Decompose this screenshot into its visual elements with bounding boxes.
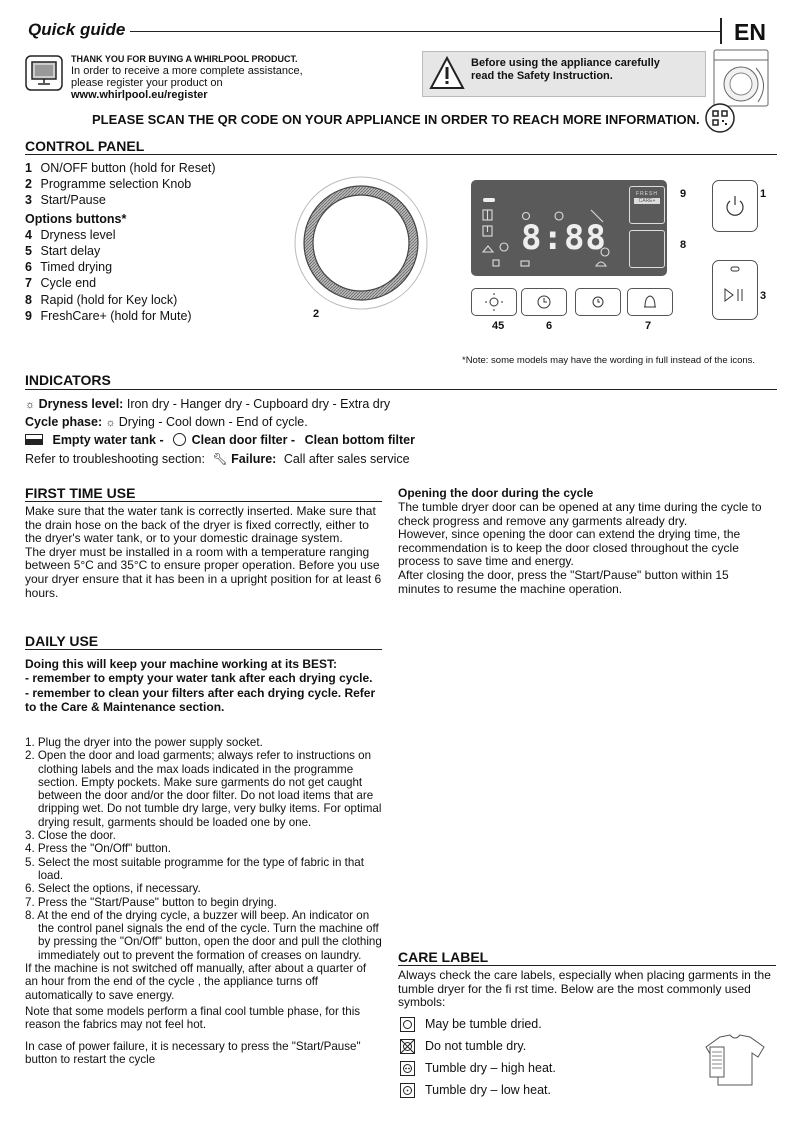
dryness-level-button[interactable] [471,288,517,316]
list-item: 1. Plug the dryer into the power supply socket. [25,736,263,749]
tumble-dry-icon [400,1017,415,1032]
warning-line1: Before using the appliance carefully [471,57,660,69]
list-item: Tumble dry – low heat. [400,1079,556,1101]
icons-note: *Note: some models may have the wording in full instead of the icons. [462,355,756,366]
dryness-label: Dryness level: [38,397,124,411]
callout-7: 7 [645,320,652,332]
list-item: 1 ON/OFF button (hold for Reset) [25,161,216,175]
daily-bold2: - remember to empty your water tank after each drying cycle. [25,671,373,686]
list-item: 5 Start delay [25,244,101,259]
tank-row [25,433,415,447]
list-item: 3. Close the door. [25,829,116,843]
warning-line2: read the Safety Instruction. [471,70,613,82]
care-label-rule [398,965,776,966]
refer-text: Refer to troubleshooting section: [25,452,205,466]
first-time-body [25,505,383,600]
programme-knob[interactable] [285,175,437,315]
dryness-sun-icon: ☼ [25,399,36,411]
daily-bold1: Doing this will keep your machine working at its BEST: [25,657,338,671]
list-item: 2 Programme selection Knob [25,177,192,192]
daily-use-rule [25,649,382,650]
thanks-heading: THANK YOU FOR BUYING A WHIRLPOOL PRODUCT. [71,54,298,64]
daily-after3: In case of power failure, it is necessary to press the "Start/Pause" button to restart the cycle [25,1039,361,1066]
cycle-sun-icon: ☼ [105,417,119,429]
options-title: Options buttons* [25,211,127,226]
daily-steps [25,736,382,1066]
failure-label: Failure: [231,452,277,466]
tshirt-label-illustration [702,1033,768,1092]
list-item: 4. Press the "On/Off" button. [25,842,171,856]
timed-drying-button[interactable] [575,288,621,316]
start-pause-button[interactable] [712,260,758,320]
dryness-values: Iron dry - Hanger dry - Cupboard dry - Extra dry [126,397,391,411]
list-item: 6. Select the options, if necessary. [25,882,201,896]
rapid-box [629,230,665,268]
list-item: Do not tumble dry. [400,1035,556,1057]
start-delay-button[interactable] [521,288,567,316]
tumble-low-heat-icon [400,1083,415,1098]
water-tank-icon [25,434,43,445]
qr-code-icon [705,103,735,138]
timed-sun-icon [576,289,620,315]
list-item: 9 FreshCare+ (hold for Mute) [25,308,192,323]
daily-after2: Note that some models perform a final cool tumble phase, for this reason the fabrics may not feel hot. [25,1004,361,1032]
monitor-icon [25,55,63,91]
list-item: 8. At the end of the drying cycle, a buzzer will beep. An indicator on the control panel signals the end of the cycle. Turn the machine off by pressing the "On/Off" button, open the door and pull the clothing immediately out to prevent the formation of creases on laundry. [25,908,382,962]
opening-p2: However, since opening the door can extend the drying time, the recommendation is to keep the door closed throughout the cycle process to save time and energy. [398,527,741,569]
daily-bold3: - remember to clean your filters after each drying cycle. Refer to the Care & Maintenance section. [25,685,376,715]
bottom-filter-label: Clean bottom filter [304,433,415,447]
on-off-button[interactable] [712,180,758,232]
rapid-callout: 8 [680,239,687,251]
opening-p3: After closing the door, press the "Start/Pause" button within 15 minutes to resume the machine operation. [398,567,729,596]
dryness-row [25,397,390,411]
clock-icon [522,289,566,315]
door-filter-label: Clean door filter - [191,433,296,447]
control-panel-list [25,160,255,324]
start-callout: 3 [760,290,767,302]
list-item: 4 Dryness level [25,227,116,242]
failure-row [25,452,410,466]
indicators-title: INDICATORS [25,372,111,388]
care-symbol-list [400,1013,556,1101]
first-time-title: FIRST TIME USE [25,485,136,501]
onoff-callout: 1 [760,188,767,200]
first-time-p1: Make sure that the water tank is correctly inserted. Make sure that the drain hose on the back of the dryer is fixed correctly, either to the dryer's water tank, or to your domestic drainage system. [25,504,376,546]
opening-p1: The tumble dryer door can be opened at any time during the cycle to check progress and remove any garments already dry. [398,500,762,528]
daily-bold-block [25,657,383,715]
safety-warning-box [422,51,706,97]
play-pause-icon [713,261,757,319]
cycle-row [25,415,308,429]
freshcare-callout: 9 [680,188,687,200]
list-item: 7 Cycle end [25,276,97,291]
list-item: 8 Rapid (hold for Key lock) [25,292,178,307]
control-panel-rule [25,154,777,155]
list-item: May be tumble dried. [400,1013,556,1035]
first-time-rule [25,501,382,502]
failure-text: Call after sales service [283,452,410,466]
bell-icon [628,289,672,315]
lcd-digits: 8:88 [521,218,607,258]
thanks-line3: please register your product on [71,77,223,89]
register-link[interactable]: www.whirlpool.eu/register [71,89,208,101]
callout-45: 45 [492,320,505,332]
control-panel-title: CONTROL PANEL [25,138,145,154]
callout-6: 6 [546,320,553,332]
care-label: CARE+ [634,198,660,204]
opening-title: Opening the door during the cycle [398,486,594,500]
list-item: 3 Start/Pause [25,193,106,208]
knob-callout: 2 [313,308,320,320]
no-tumble-dry-icon [400,1039,415,1054]
indicators-rule [25,389,777,390]
cycle-values: Drying - Cool down - End of cycle. [118,415,308,429]
warning-icon [429,56,465,95]
cycle-end-button[interactable] [627,288,673,316]
lcd-display [471,180,667,276]
list-item: 6 Timed drying [25,260,113,275]
qr-notice: PLEASE SCAN THE QR CODE ON YOUR APPLIANCE IN ORDER TO REACH MORE INFORMATION. [92,112,700,127]
list-item: 2. Open the door and load garments; always refer to instructions on clothing labels and the max loads indicated in the programme section. Empty pockets. Make sure garments do not get caught between the door and/or the door filter. Do not load items that are dripping wet. Do not tumble dry large, very bulky items. For optimal drying result, garments should be loaded one by one. [25,749,382,829]
care-label-title: CARE LABEL [398,949,489,965]
daily-after1: If the machine is not switched off manually, after about a quarter of an hour from the end of the cycle , the appliance turns off automatically to save energy. [25,962,367,1002]
page-title: Quick guide [28,20,126,39]
freshcare-box [629,186,665,224]
header-tick [720,18,722,44]
care-intro: Always check the care labels, especially when placing garments in the tumble dryer for the fi rst time. Below are the most commonly used symbols: [398,968,771,1010]
list-item: 7. Press the "Start/Pause" button to begin drying. [25,895,277,909]
first-time-p2: The dryer must be installed in a room with a temperature ranging between 5°C and 35°C to ensure proper operation. Before you use your dryer ensure that it has been in a upright position for at least 6 hours. [25,544,382,600]
tumble-high-heat-icon [400,1061,415,1076]
header-rule [130,31,720,32]
thanks-line2: In order to receive a more complete assistance, [71,65,303,77]
daily-use-title: DAILY USE [25,633,99,649]
thanks-block [71,53,371,102]
fresh-label: FRESH [636,191,658,197]
list-item: 5. Select the most suitable programme for the type of fabric in that load. [25,855,364,882]
wrench-icon: 🔧︎ [212,452,228,466]
power-icon [713,181,757,231]
tank-label: Empty water tank - [52,433,164,447]
opening-section [398,486,772,596]
cycle-label: Cycle phase: [25,415,103,429]
language-code: EN [734,19,766,45]
door-filter-icon [173,433,186,446]
sun-icon [472,289,516,315]
list-item: Tumble dry – high heat. [400,1057,556,1079]
